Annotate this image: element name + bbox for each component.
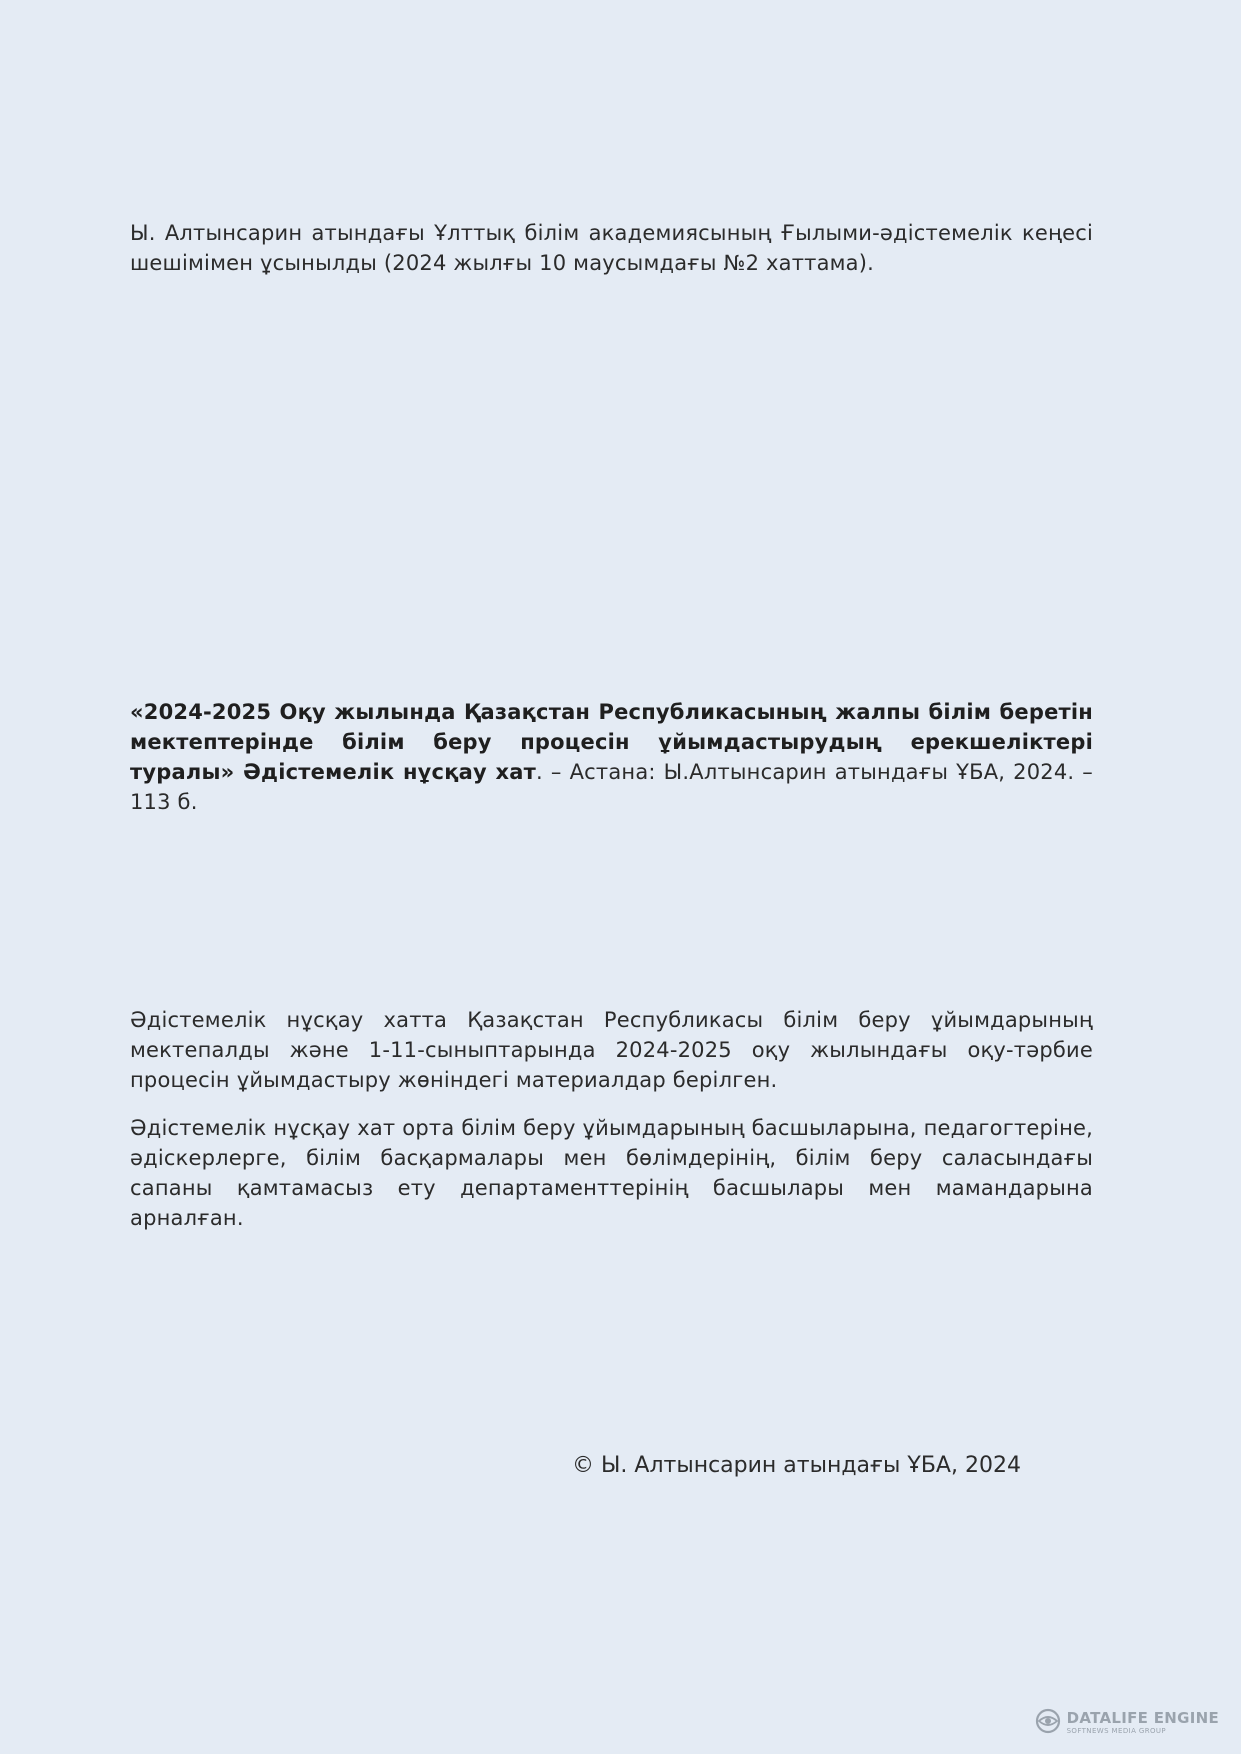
bibliographic-citation: [130, 697, 1093, 817]
copyright-notice: © Ы. Алтынсарин атындағы ҰБА, 2024: [572, 1453, 1021, 1478]
summary-paragraph-1: Әдістемелік нұсқау хатта Қазақстан Республикасы білім беру ұйымдарының мектепалды және 1-11-сыныптарында 2024-2025 оқу жылындағы оқу-тәрбие процесін ұйымдастыру жөніндегі материалдар берілген.: [130, 1008, 1093, 1092]
citation-details: . – Астана: Ы.Алтынсарин атындағы ҰБА, 2024. – 113 б.: [130, 760, 1093, 814]
watermark: [1035, 1708, 1219, 1738]
citation-title: «2024-2025 Оқу жылында Қазақстан Республикасының жалпы білім беретін мектептерінде білім беру процесін ұйымдастырудың ерекшеліктері туралы» Әдістемелік нұсқау хат: [130, 700, 1093, 784]
summary-paragraph-2: Әдістемелік нұсқау хат орта білім беру ұйымдарының басшыларына, педагогтеріне, әдіскерлерге, білім басқармалары мен бөлімдерінің, білім беру саласындағы сапаны қамтамасыз ету департаменттерінің басшылары мен мамандарына арналған.: [130, 1116, 1093, 1230]
approval-note: Ы. Алтынсарин атындағы Ұлттық білім академиясының Ғылыми-әдістемелік кеңесі шешімімен ұсынылды (2024 жылғы 10 маусымдағы №2 хаттама).: [130, 221, 1093, 275]
watermark-title: DATALIFE ENGINE: [1066, 1709, 1219, 1727]
watermark-subtitle: SOFTNEWS MEDIA GROUP: [1066, 1727, 1167, 1735]
eye-logo-icon: [1035, 1708, 1061, 1738]
